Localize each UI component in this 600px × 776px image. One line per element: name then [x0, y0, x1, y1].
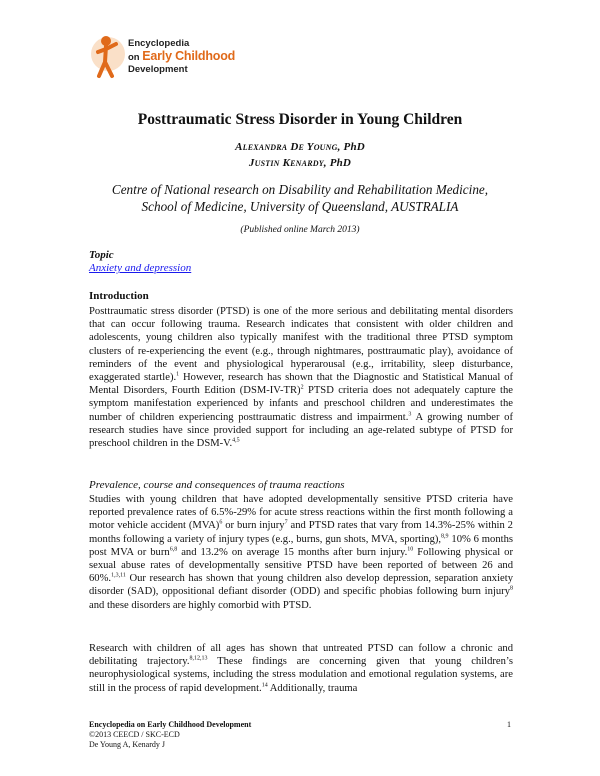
author-2: Justin Kenardy, PhD: [248, 157, 352, 169]
affiliation-line-2: School of Medicine, University of Queensland, AUSTRALIA: [141, 199, 459, 214]
child-figure-icon: [88, 32, 128, 80]
page-footer: [89, 720, 251, 750]
logo-line-1: Encyclopedia: [128, 38, 190, 49]
topic-link[interactable]: Anxiety and depression: [89, 262, 192, 274]
logo-line-2-emph: Early Childhood: [142, 49, 236, 63]
page-number: 1: [507, 720, 511, 729]
introduction-paragraph: Posttraumatic stress disorder (PTSD) is one of the more serious and debilitating mental disorders that can occur following trauma. Research indicates that consistent with older children and adolescents, young children also typically manifest with the traditional three PTSD symptom clusters of re-experiencing the event (e.g., through nightmares, posttraumatic play), avoidance of reminders of the event and physiological hyperarousal (e.g., irritability, sleep disturbance, exaggerated startle).$^1$ However, research has shown that the Diagnostic and Statistical Manual of Mental Disorders, Fourth Edition $(DSM-IV-TR)^2$ PTSD criteria does not adequately capture the symptom manifestation experienced by infants and preschool children and underestimates the number of children experiencing posttraumatic distress and impairment.$^3$ A growing number of research studies have since provided support for including an age-related subtype of PTSD for preschool children in the DSM-V.$^{4,5}$: [89, 306, 513, 450]
research-paragraph: Research with children of all ages has shown that untreated PTSD can follow a chronic and debilitating trajectory.$^{8,12,13}$ These findings are concerning given that young children’s neurophysiological systems, including the stress modulation and emotional regulation systems, are still in the process of rapid development.$^{14}$ Additionally, trauma: [89, 643, 513, 694]
logo-line-2-prefix: on: [128, 52, 143, 63]
topic-heading: Topic: [89, 249, 114, 261]
footer-authors: De Young A, Kenardy J: [89, 740, 165, 749]
logo-line-3: Development: [128, 64, 188, 75]
author-1: Alexandra De Young, PhD: [235, 141, 365, 153]
prevalence-paragraph: Studies with young children that have adopted developmentally sensitive PTSD criteria have reported prevalence rates of 6.5%-29% for acute stress reactions within the first month following a motor vehicle accident (MVA)$^6$ or burn injury$^7$ and PTSD rates that vary from 14.3%-25% within 2 months following a variety of injury types (e.g., burns, gun shots, MVA, sporting),$^{8,9}$ 10% 6 months post MVA or burn$^{6,8}$ and 13.2% on average 15 months after burn injury.$^{10}$ Following physical or sexual abuse rates of developmentally sensitive PTSD have been reported of between 26 and 60%.$^{1,3,11}$ Our research has shown that young children also develop depression, separation anxiety disorder (SAD), oppositional defiant disorder (ODD) and specific phobias following burn injury$^8$ and these disorders are highly comorbid with PTSD.: [89, 494, 513, 611]
prevalence-heading: Prevalence, course and consequences of trauma reactions: [89, 479, 345, 491]
article-title: Posttraumatic Stress Disorder in Young Children: [137, 111, 463, 128]
affiliation-line-1: Centre of National research on Disability and Rehabilitation Medicine,: [111, 182, 489, 197]
encyclopedia-logo: [88, 30, 263, 82]
affiliation: [0, 181, 600, 215]
footer-publication: Encyclopedia on Early Childhood Development: [89, 720, 252, 729]
published-date: (Published online March 2013): [240, 225, 360, 235]
introduction-heading: Introduction: [89, 290, 149, 302]
footer-copyright: ©2013 CEECD / SKC-ECD: [89, 730, 180, 739]
